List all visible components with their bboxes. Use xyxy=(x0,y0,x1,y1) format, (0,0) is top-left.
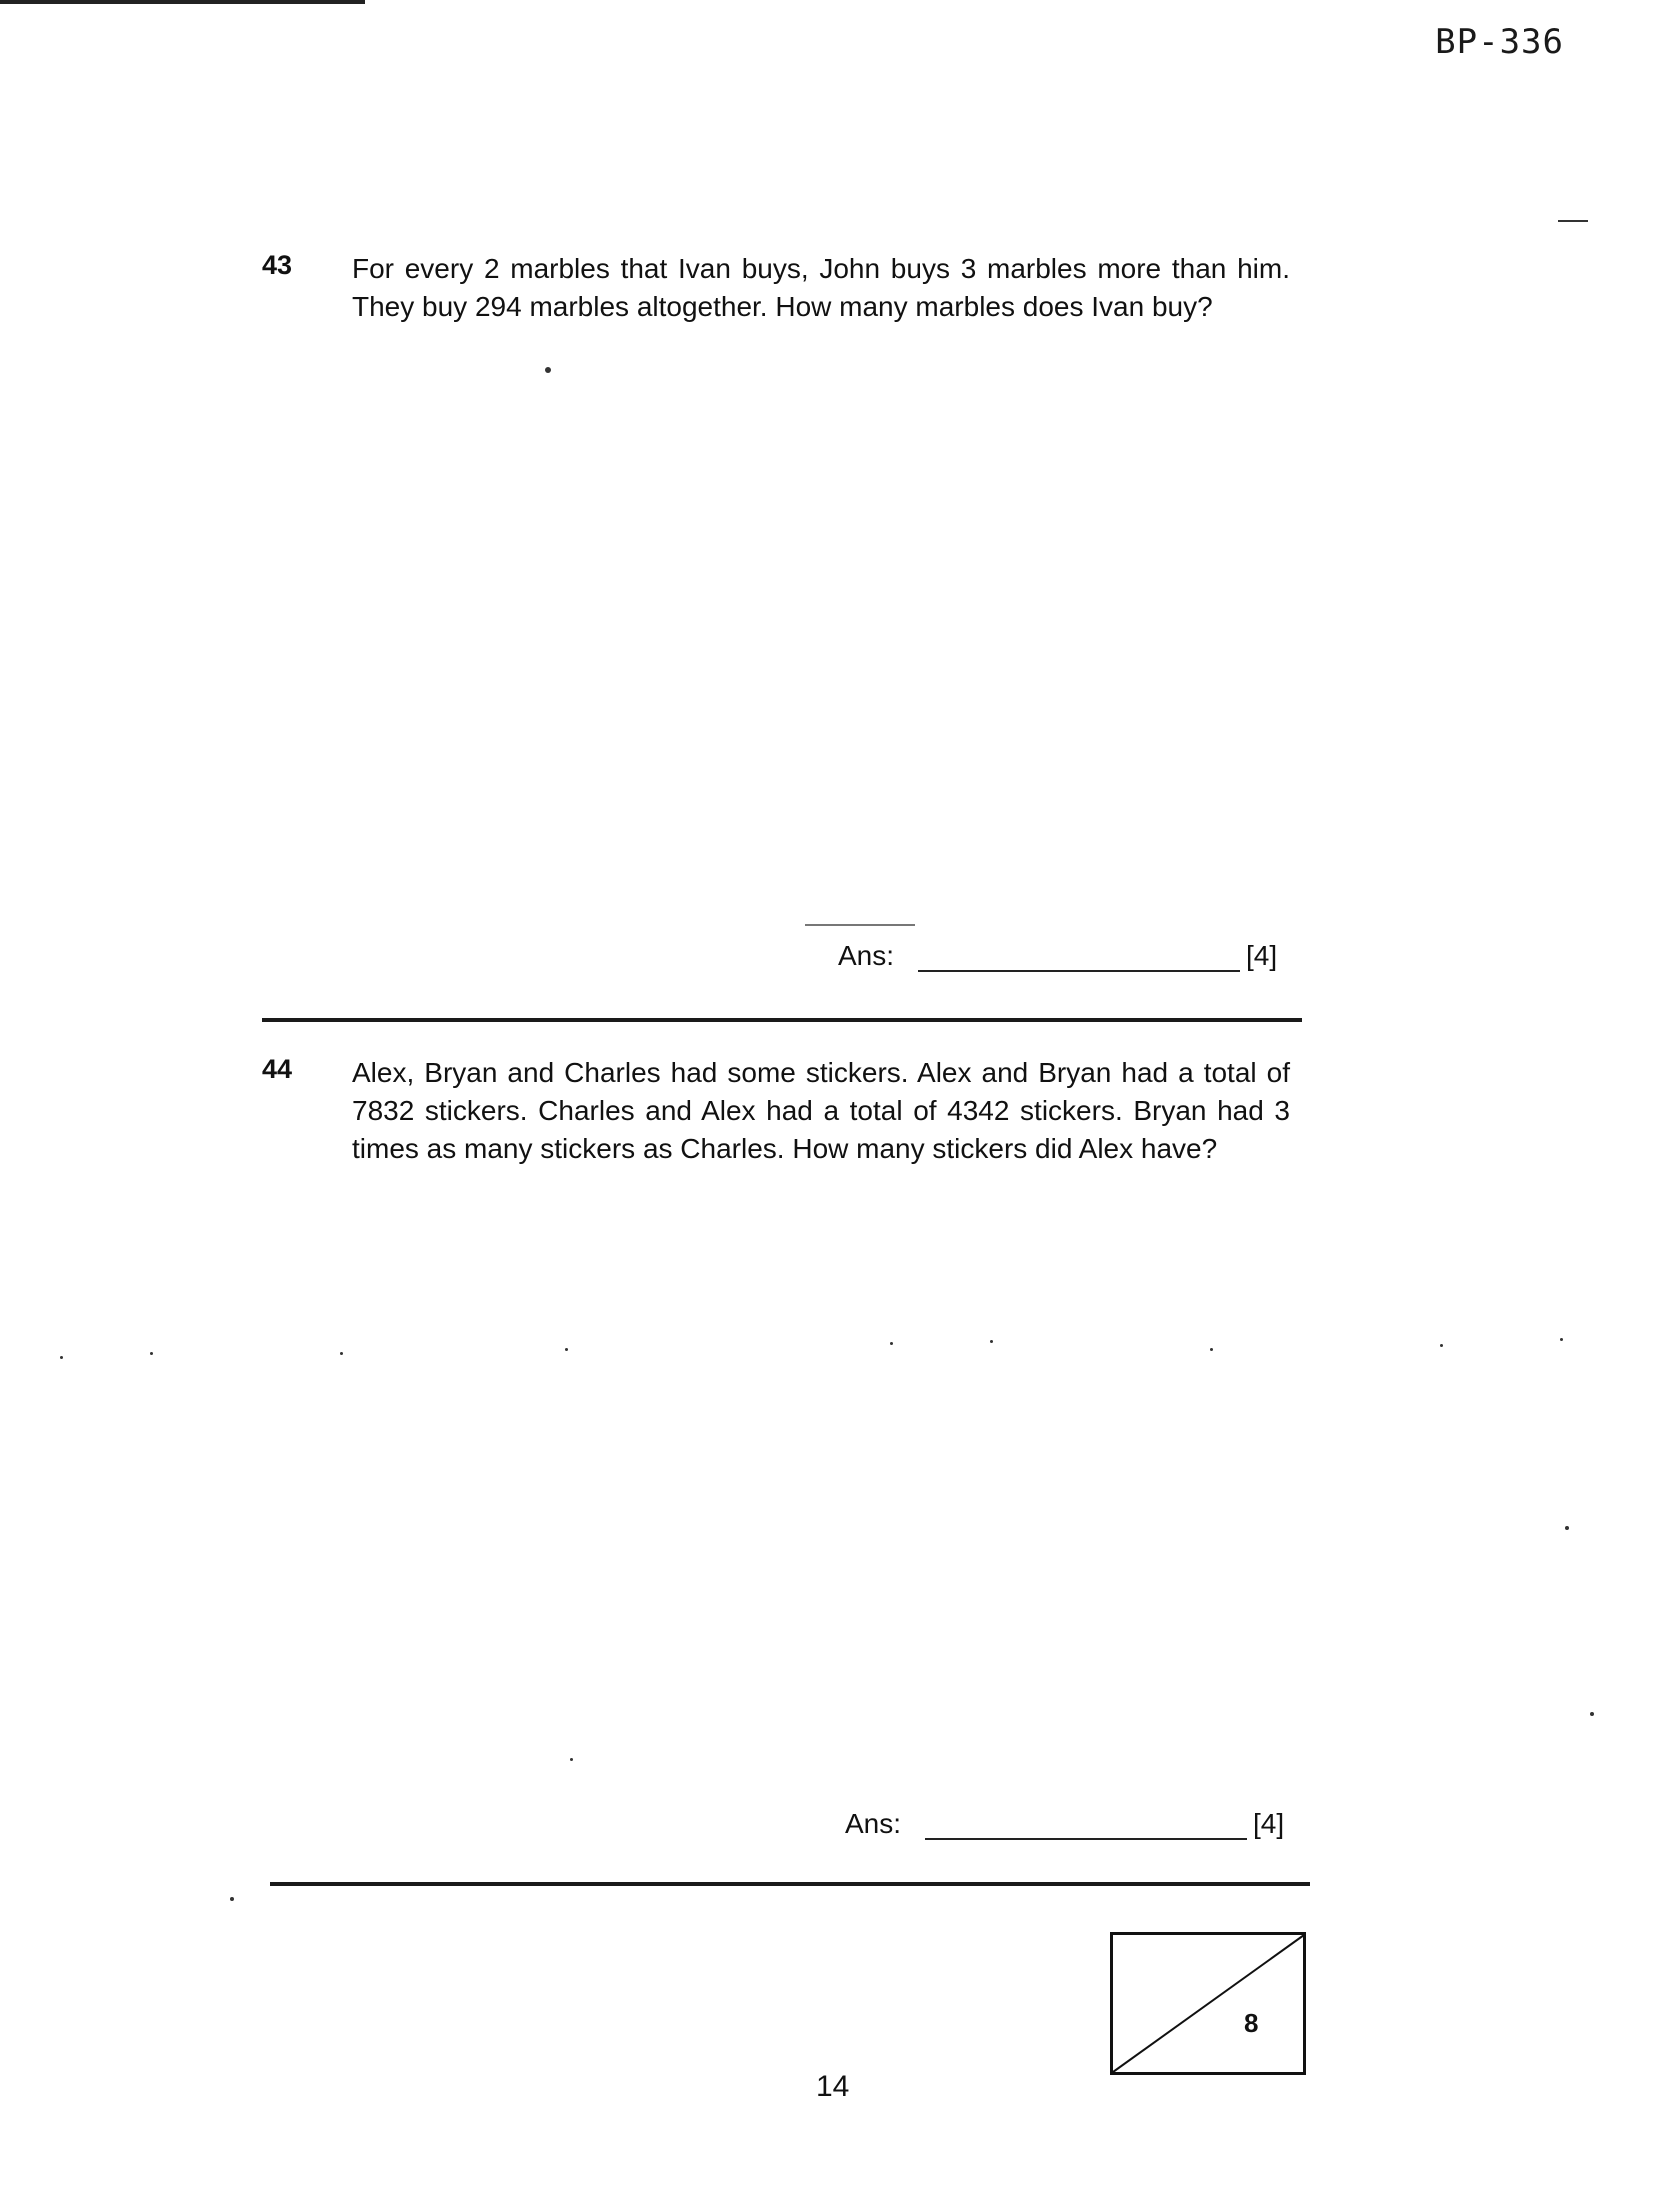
question-number: 43 xyxy=(262,250,293,280)
question-text: Alex, Bryan and Charles had some stickers. Alex and Bryan had a total of 7832 stickers. Charles and Alex had a total of 4342 stickers. Bryan had 3 times as many stickers as Charles. How many stickers did Alex have? xyxy=(352,1057,1290,1164)
page-number: 14 xyxy=(816,2070,850,2103)
score-box xyxy=(1110,1932,1306,2075)
section-divider xyxy=(262,1018,1302,1022)
scan-speck xyxy=(60,1356,63,1359)
stray-mark xyxy=(805,924,915,926)
scan-speck xyxy=(1560,1338,1563,1341)
scan-speck xyxy=(340,1352,343,1355)
scan-speck xyxy=(150,1352,153,1355)
scan-speck xyxy=(890,1342,893,1345)
scan-speck xyxy=(1440,1344,1443,1347)
scan-speck xyxy=(1565,1526,1569,1530)
question-text: For every 2 marbles that Ivan buys, John buys 3 marbles more than him. They buy 294 marbles altogether. How many marbles does Ivan buy? xyxy=(352,253,1290,322)
answer-blank[interactable] xyxy=(925,1810,1247,1840)
top-edge-rule xyxy=(0,0,365,4)
marks-label: [4] xyxy=(1253,1808,1285,1839)
scan-speck xyxy=(990,1340,993,1343)
answer-row-44 xyxy=(845,1808,1284,1840)
answer-label: Ans: xyxy=(838,940,895,971)
score-total: 8 xyxy=(1244,2008,1259,2038)
scan-speck xyxy=(565,1348,568,1351)
scan-speck xyxy=(1210,1348,1213,1351)
document-code: BP-336 xyxy=(1435,22,1564,62)
score-box-frame xyxy=(1110,1932,1306,2075)
answer-blank[interactable] xyxy=(918,942,1240,972)
question-number: 44 xyxy=(262,1054,293,1084)
answer-label: Ans: xyxy=(845,1808,902,1839)
scan-speck xyxy=(1590,1712,1594,1716)
section-divider xyxy=(270,1882,1310,1886)
scan-speck xyxy=(570,1758,573,1761)
scan-speck xyxy=(545,367,551,373)
scan-speck xyxy=(230,1897,234,1901)
marks-label: [4] xyxy=(1246,940,1278,971)
scan-speck xyxy=(1558,220,1588,222)
answer-row-43 xyxy=(838,940,1277,972)
